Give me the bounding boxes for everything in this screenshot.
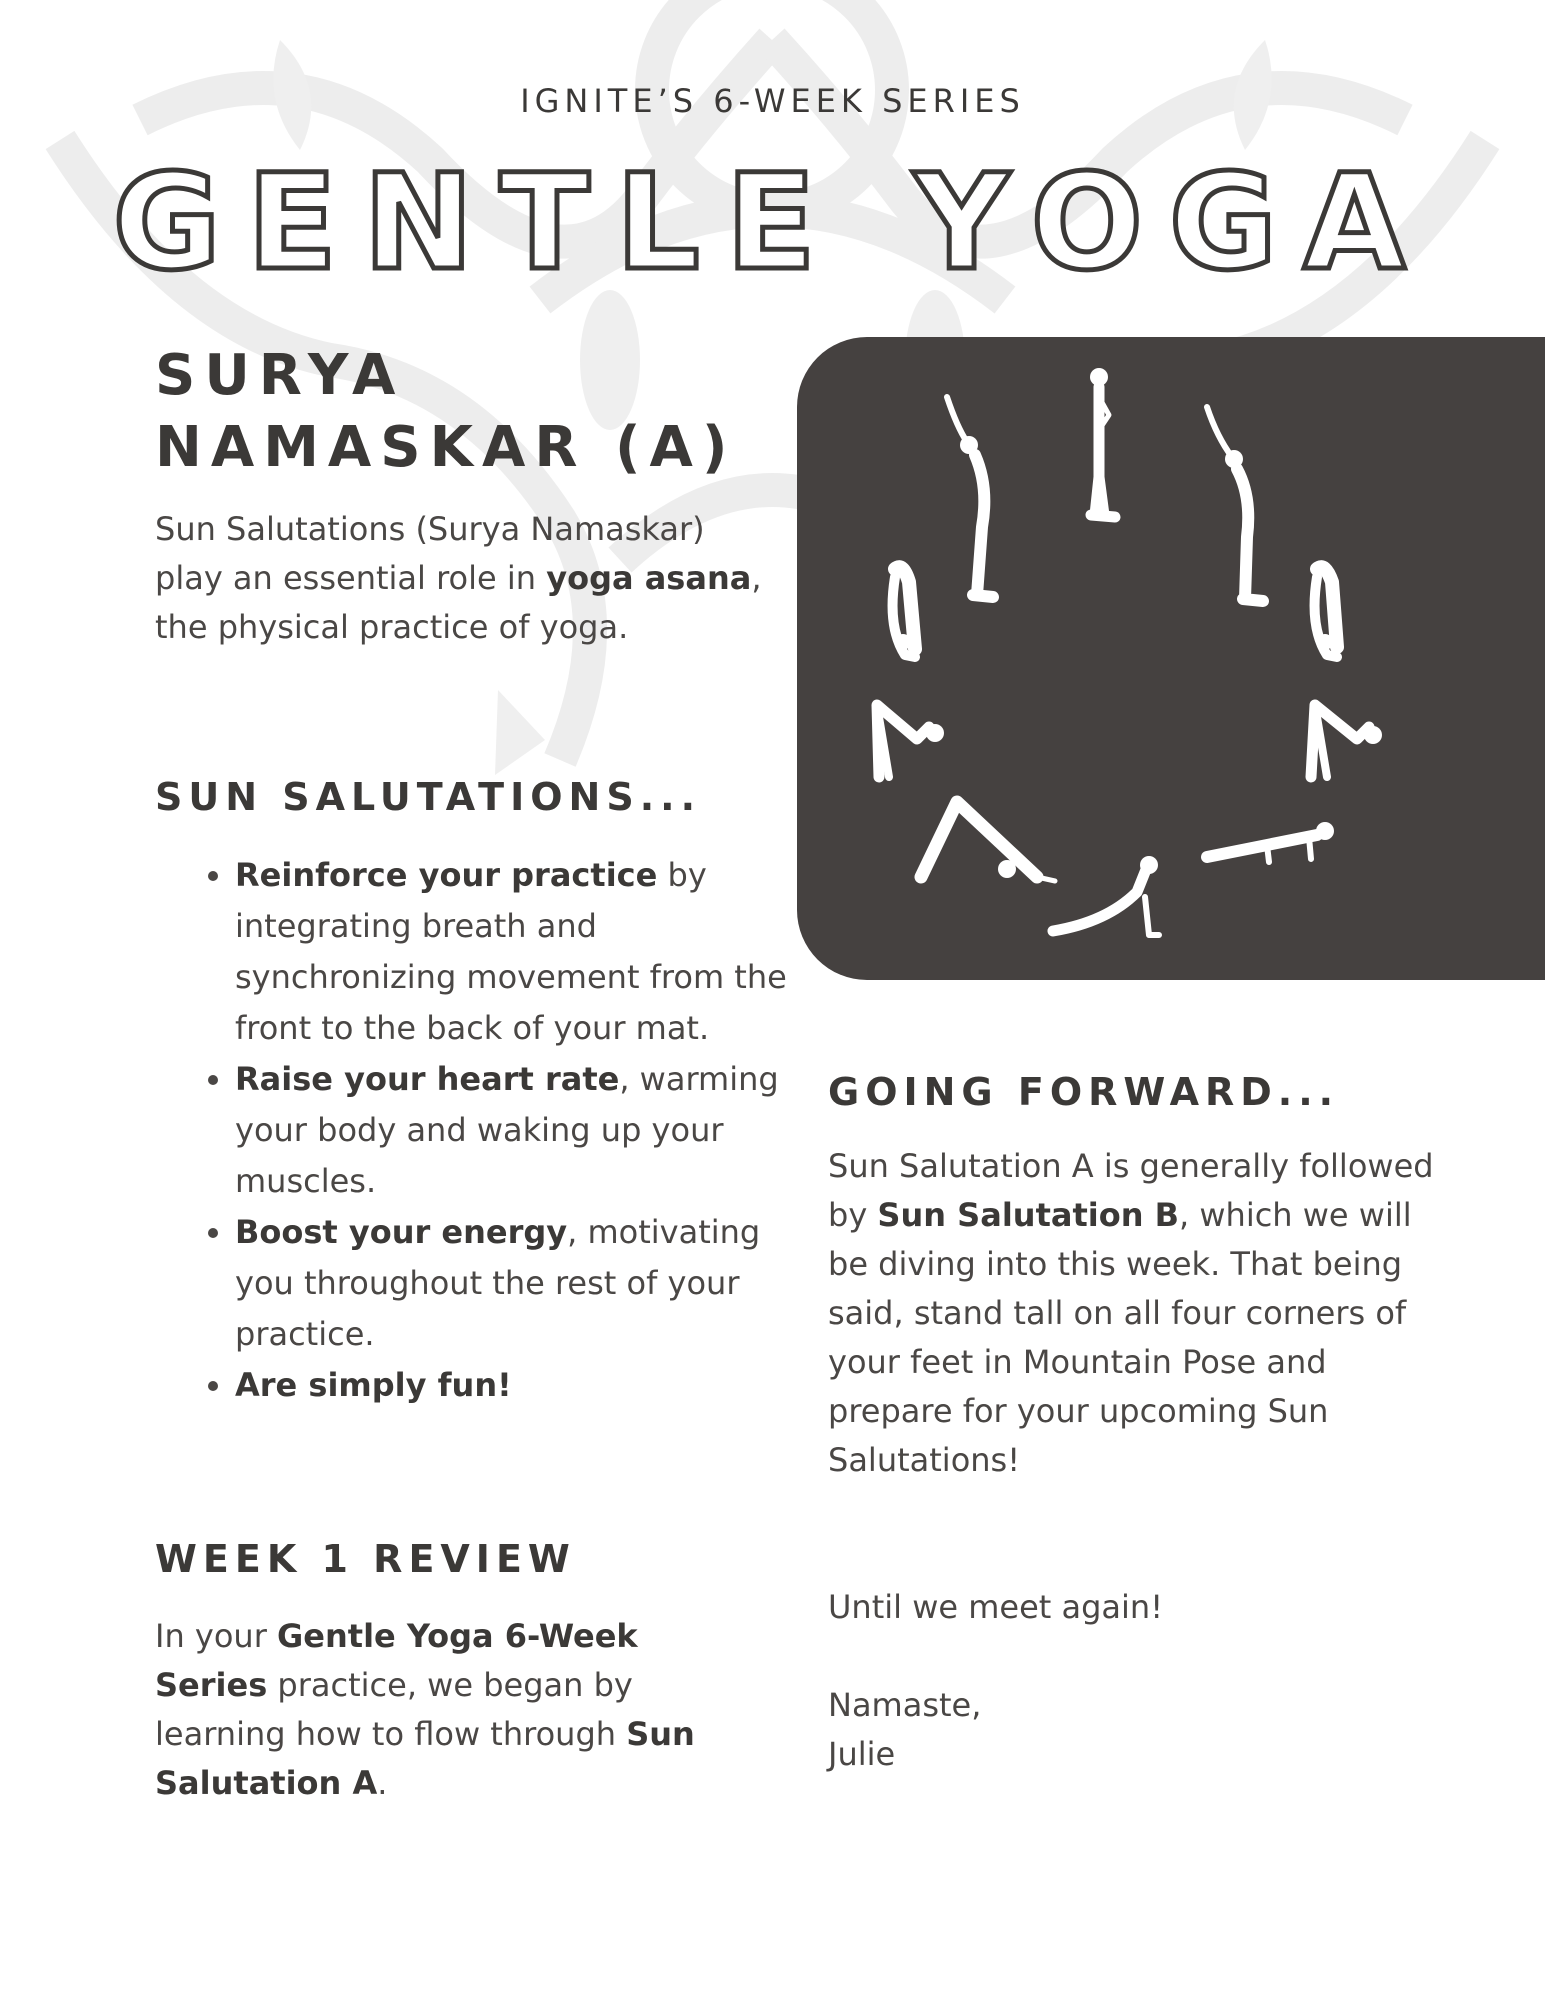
list-item-bold: Reinforce your practice [235, 856, 658, 894]
going-text-2: , which we will be diving into this week. That being said, stand tall on all four corners of your feet in Mountain Pose and prepare for your upcoming Sun Salutations! [828, 1196, 1412, 1479]
sign-off: Namaste, [828, 1686, 982, 1724]
week-text-1: In your [155, 1617, 278, 1655]
sun-salutations-heading: SUN SALUTATIONS... [155, 775, 702, 819]
lunge-right-icon [1311, 705, 1382, 777]
pose-illustration-panel [797, 337, 1545, 980]
spacer [828, 1632, 1428, 1681]
intro-text-2: , the physical practice of yoga. [155, 559, 762, 646]
intro-paragraph [155, 505, 775, 652]
going-text-1: Sun Salutation A is generally followed by [828, 1147, 1434, 1234]
section-title [155, 340, 795, 484]
forward-fold-left-icon [893, 567, 915, 657]
week-text-2: practice, we began by learning how to flow through [155, 1666, 633, 1753]
week-text-3: . [377, 1764, 388, 1802]
going-forward-heading: GOING FORWARD... [828, 1070, 1340, 1114]
going-forward-paragraph [828, 1142, 1448, 1485]
section-title-line1: SURYA [155, 343, 405, 408]
intro-text-1: Sun Salutations (Surya Namaskar) play an essential role in [155, 510, 705, 597]
week-review-heading: WEEK 1 REVIEW [155, 1537, 576, 1581]
list-item [235, 1054, 815, 1207]
week-bold-2: Sun Salutation A [155, 1715, 695, 1802]
list-item-bold: Boost your energy [235, 1213, 568, 1251]
upward-salute-left-icon [947, 397, 993, 597]
upward-salute-right-icon [1207, 407, 1263, 601]
list-item [235, 850, 815, 1054]
list-item-bold: Are simply fun! [235, 1366, 512, 1404]
list-item [235, 1207, 815, 1360]
plank-icon [1207, 822, 1334, 862]
list-item-text: , warming your body and waking up your muscles. [235, 1060, 779, 1200]
downward-dog-icon [921, 802, 1055, 881]
benefits-list [195, 850, 815, 1411]
list-item-bold: Raise your heart rate [235, 1060, 620, 1098]
week-bold-1: Gentle Yoga 6-Week Series [155, 1617, 638, 1704]
page-title [0, 150, 1545, 300]
list-item-text: by integrating breath and synchronizing movement from the front to the back of your mat. [235, 856, 787, 1047]
forward-fold-right-icon [1315, 567, 1337, 657]
list-item-text: , motivating you throughout the rest of your practice. [235, 1213, 761, 1353]
page-title-text: GENTLE YOGA [112, 150, 1432, 300]
section-title-line2: NAMASKAR (A) [155, 415, 737, 480]
list-item [235, 1360, 815, 1411]
series-label: IGNITE’S 6-WEEK SERIES [520, 82, 1025, 120]
going-bold-1: Sun Salutation B [877, 1196, 1180, 1234]
closing-line: Until we meet again! [828, 1588, 1164, 1626]
sun-salutation-sequence [797, 337, 1545, 980]
intro-bold: yoga asana [546, 559, 752, 597]
closing-block [828, 1583, 1428, 1779]
lunge-left-icon [877, 705, 944, 777]
prayer-pose-icon [1090, 368, 1115, 517]
signature: Julie [828, 1735, 896, 1773]
week-review-paragraph [155, 1612, 735, 1808]
cobra-icon [1053, 856, 1159, 935]
